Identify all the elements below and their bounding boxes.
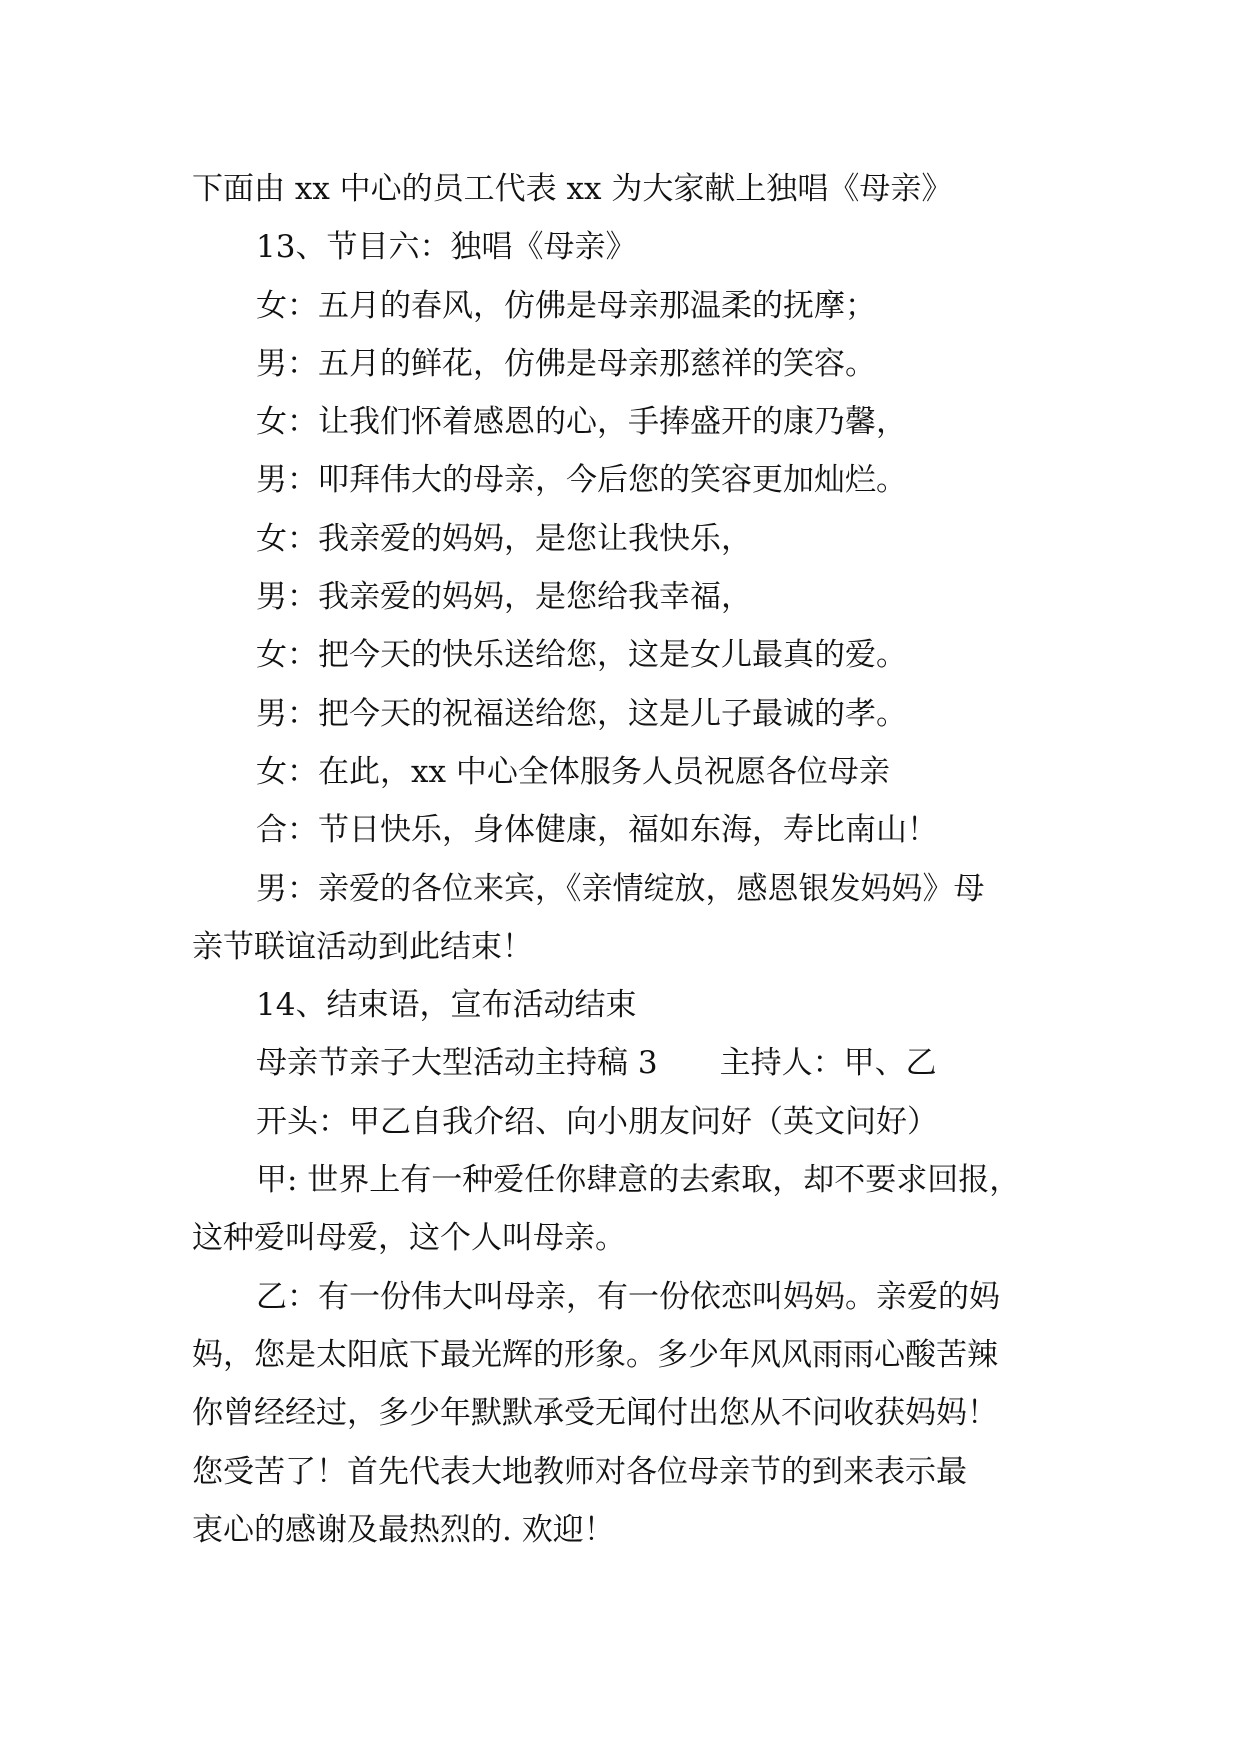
text-line: 女：让我们怀着感恩的心，手捧盛开的康乃馨， — [256, 404, 907, 441]
text-line: 男：把今天的祝福送给您，这是儿子最诚的孝。 — [256, 695, 907, 732]
text-line: 女：五月的春风，仿佛是母亲那温柔的抚摩； — [256, 287, 876, 324]
document-body — [192, 160, 1062, 1559]
text-line: 您受苦了！首先代表大地教师对各位母亲节的到来表示最 — [192, 1453, 967, 1490]
text-line: 女：把今天的快乐送给您，这是女儿最真的爱。 — [256, 637, 907, 674]
text-line: 开头：甲乙自我介绍、向小朋友问好（英文问好） — [256, 1103, 938, 1140]
text-line: 这种爱叫母爱，这个人叫母亲。 — [192, 1220, 626, 1257]
text-line: 妈，您是太阳底下最光辉的形象。多少年风风雨雨心酸苦辣 — [192, 1336, 998, 1373]
text-line: 乙：有一份伟大叫母亲，有一份依恋叫妈妈。亲爱的妈 — [256, 1278, 1000, 1315]
text-line: 13、节目六：独唱《母亲》 — [256, 229, 637, 266]
text-line: 女：我亲爱的妈妈，是您让我快乐， — [256, 520, 752, 557]
text-line: 你曾经经过，多少年默默承受无闻付出您从不问收获妈妈！ — [192, 1395, 998, 1432]
text-line: 亲节联谊活动到此结束！ — [192, 928, 533, 965]
text-line: 衷心的感谢及最热烈的. 欢迎！ — [192, 1511, 615, 1548]
text-line: 母亲节亲子大型活动主持稿 3 主持人：甲、乙 — [256, 1045, 937, 1082]
text-line: 14、结束语，宣布活动结束 — [256, 987, 637, 1024]
text-line: 甲: 世界上有一种爱任你肆意的去索取，却不要求回报， — [256, 1162, 1021, 1199]
text-line: 男：我亲爱的妈妈，是您给我幸福， — [256, 579, 752, 616]
text-line: 女：在此，xx 中心全体服务人员祝愿各位母亲 — [256, 753, 890, 790]
text-line: 下面由 xx 中心的员工代表 xx 为大家献上独唱《母亲》 — [192, 171, 953, 207]
text-line: 男：五月的鲜花，仿佛是母亲那慈祥的笑容。 — [256, 345, 876, 382]
text-line: 男：亲爱的各位来宾，《亲情绽放，感恩银发妈妈》母 — [256, 870, 985, 907]
text-line: 男：叩拜伟大的母亲，今后您的笑容更加灿烂。 — [256, 462, 907, 499]
text-line: 合：节日快乐，身体健康，福如东海，寿比南山！ — [256, 812, 938, 849]
